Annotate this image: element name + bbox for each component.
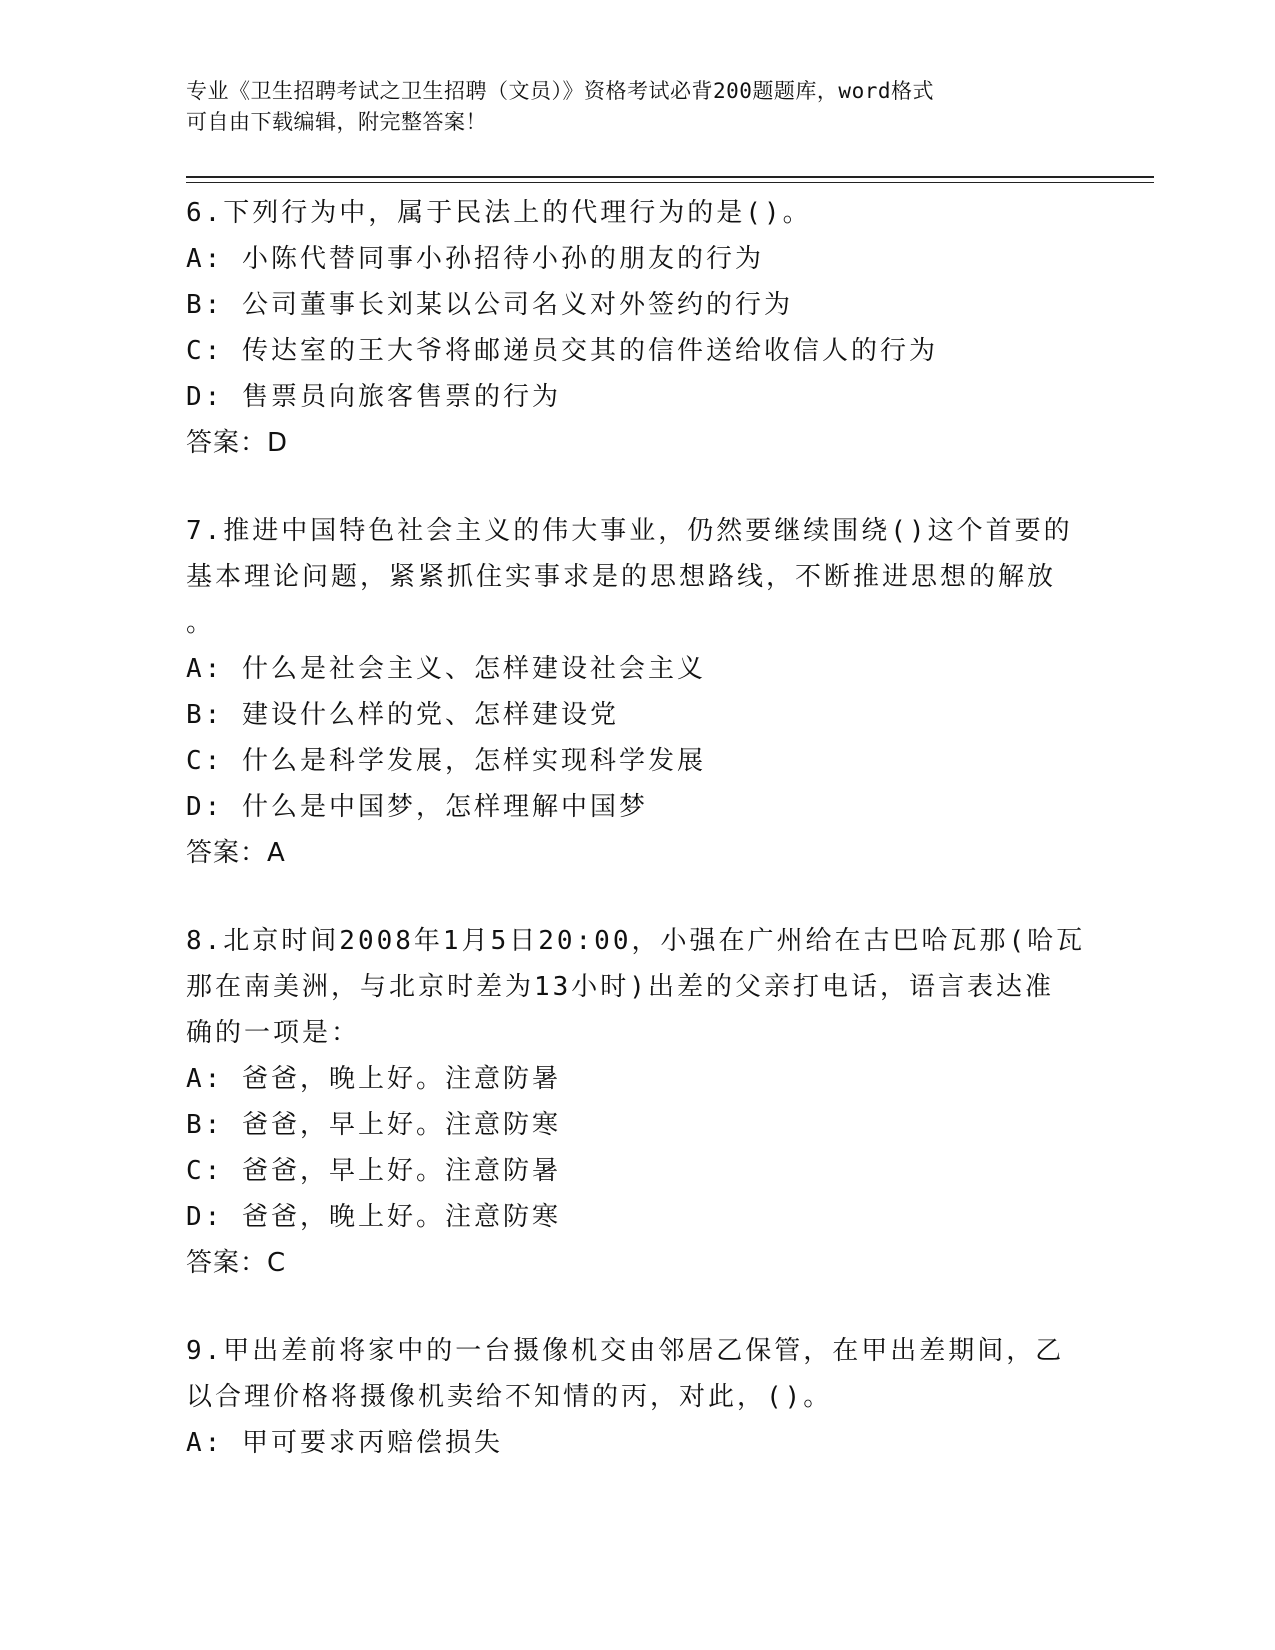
option-b: B: 爸爸，早上好。注意防寒 <box>186 1110 561 1140</box>
question-stem: 6.下列行为中，属于民法上的代理行为的是()。 <box>186 198 812 228</box>
header-line-1: 专业《卫生招聘考试之卫生招聘（文员）》资格考试必背200题题库，word格式 <box>186 79 934 103</box>
question-stem-cont: 。 <box>186 608 216 638</box>
question-stem-cont: 确的一项是： <box>186 1018 361 1048</box>
header-divider-thin <box>186 182 1154 183</box>
header-divider-thick <box>186 176 1154 178</box>
document-header <box>186 76 1086 138</box>
question-block <box>186 190 1086 466</box>
question-stem: 7.推进中国特色社会主义的伟大事业，仍然要继续围绕()这个首要的 <box>186 516 1073 546</box>
option-a: A: 小陈代替同事小孙招待小孙的朋友的行为 <box>186 244 764 274</box>
option-a: A: 甲可要求丙赔偿损失 <box>186 1428 503 1458</box>
option-b: B: 公司董事长刘某以公司名义对外签约的行为 <box>186 290 793 320</box>
question-gap <box>186 1286 1086 1328</box>
option-d: D: 售票员向旅客售票的行为 <box>186 382 561 412</box>
question-list <box>186 190 1086 1466</box>
option-c: C: 什么是科学发展，怎样实现科学发展 <box>186 746 706 776</box>
answer-line: 答案：C <box>186 1248 287 1278</box>
option-a: A: 爸爸，晚上好。注意防暑 <box>186 1064 561 1094</box>
question-stem-cont: 那在南美洲，与北京时差为13小时)出差的父亲打电话，语言表达准 <box>186 972 1054 1002</box>
option-a: A: 什么是社会主义、怎样建设社会主义 <box>186 654 706 684</box>
answer-line: 答案：A <box>186 838 286 868</box>
question-gap <box>186 466 1086 508</box>
question-stem: 8.北京时间2008年1月5日20:00，小强在广州给在古巴哈瓦那(哈瓦 <box>186 926 1086 956</box>
header-line-2: 可自由下载编辑，附完整答案！ <box>186 110 487 134</box>
question-block <box>186 918 1086 1286</box>
option-c: C: 爸爸，早上好。注意防暑 <box>186 1156 561 1186</box>
question-stem: 9.甲出差前将家中的一台摄像机交由邻居乙保管，在甲出差期间，乙 <box>186 1336 1065 1366</box>
option-c: C: 传达室的王大爷将邮递员交其的信件送给收信人的行为 <box>186 336 938 366</box>
question-block <box>186 508 1086 876</box>
question-stem-cont: 以合理价格将摄像机卖给不知情的丙，对此，()。 <box>186 1382 833 1412</box>
option-d: D: 爸爸，晚上好。注意防寒 <box>186 1202 561 1232</box>
question-block <box>186 1328 1086 1466</box>
option-d: D: 什么是中国梦，怎样理解中国梦 <box>186 792 648 822</box>
question-gap <box>186 876 1086 918</box>
question-stem-cont: 基本理论问题，紧紧抓住实事求是的思想路线，不断推进思想的解放 <box>186 562 1057 592</box>
option-b: B: 建设什么样的党、怎样建设党 <box>186 700 619 730</box>
answer-line: 答案：D <box>186 428 289 458</box>
